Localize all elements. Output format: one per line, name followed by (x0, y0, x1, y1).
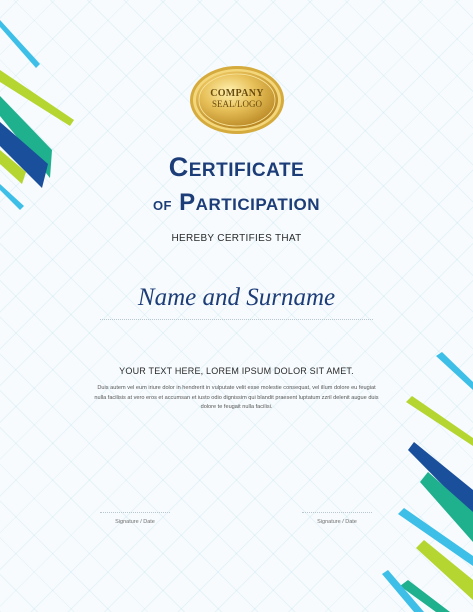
stripe-lime-top (406, 396, 473, 446)
certificate-title: Certificate (168, 152, 305, 182)
seal-company-label: COMPANY (210, 88, 264, 99)
seal-logo-text (189, 88, 285, 110)
title-word: Participation (179, 189, 321, 216)
seal-logo-label: SEAL/LOGO (212, 99, 262, 109)
certificate-subtitle-title (0, 188, 473, 219)
stripe-lime-bottom (416, 540, 473, 600)
signature-line-left (100, 512, 170, 513)
recipient-name: Name and Surname (137, 284, 336, 311)
signature-label-right: Signature / Date (317, 519, 357, 525)
signature-line-right (302, 512, 372, 513)
lead-text: YOUR TEXT HERE, LOREM IPSUM DOLOR SIT AMET. (119, 366, 354, 376)
name-underline (100, 319, 373, 320)
stripe-cyan-thin (0, 20, 40, 68)
title-prefix: of (152, 194, 172, 214)
signature-label-left: Signature / Date (115, 519, 155, 525)
body-paragraph: Duis autem vel eum iriure dolor in hendrerit in vulputate velit esse molestie consequat, vel illum dolore eu feugiat nulla facilisis at vero eros et accumsan et iusto odio dignissim qui blandit praesent luptatum zzril delenit augue duis dolore te feugait nulla facilisi. (94, 385, 379, 410)
certifies-text: HEREBY CERTIFIES THAT (171, 233, 302, 244)
